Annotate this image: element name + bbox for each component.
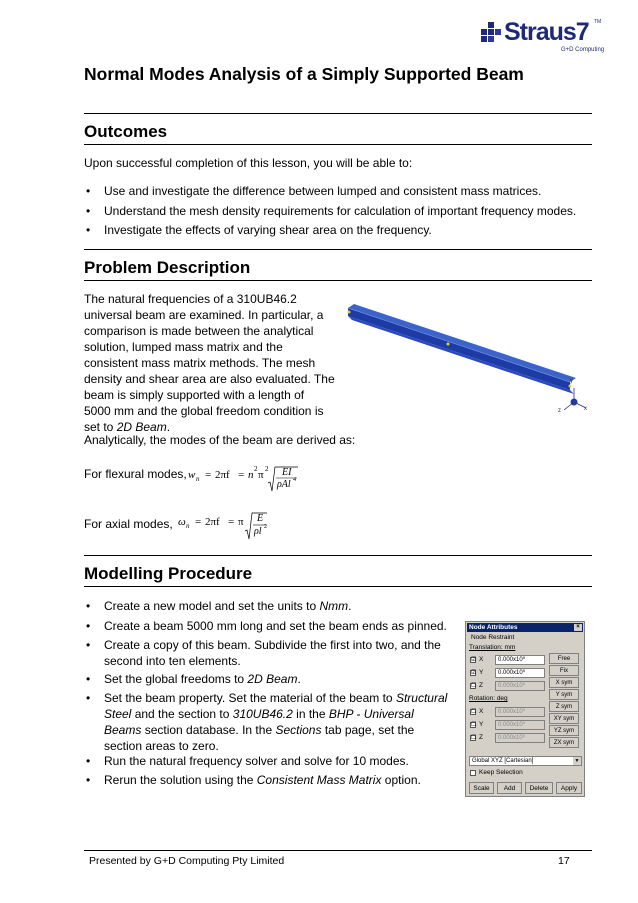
rx-input[interactable]: 0.000x10⁰: [495, 707, 545, 717]
outcomes-heading: Outcomes: [84, 122, 168, 141]
logo-sub: G+D Computing: [561, 47, 605, 53]
coordinate-system-select[interactable]: Global XYZ [Cartesian] ▼: [469, 756, 582, 766]
xy-sym-button[interactable]: XY sym: [549, 713, 579, 724]
axis-x-label: x: [584, 406, 587, 412]
x-sym-button[interactable]: X sym: [549, 677, 579, 688]
axis-label: X: [479, 708, 484, 715]
divider: [84, 586, 592, 587]
keep-selection-checkbox[interactable]: [470, 770, 476, 776]
checkbox-ty[interactable]: ☑: [471, 670, 477, 676]
ry-input[interactable]: 0.000x10⁰: [495, 720, 545, 730]
rotation-label: Rotation: deg: [469, 695, 508, 702]
add-button[interactable]: Add: [497, 782, 522, 794]
scale-button[interactable]: Scale: [469, 782, 494, 794]
axial-label: For axial modes,: [84, 517, 173, 531]
translation-label: Translation: mm: [469, 644, 516, 651]
apply-button[interactable]: Apply: [556, 782, 582, 794]
checkbox-rz[interactable]: ☐: [471, 735, 477, 741]
checkbox-tx[interactable]: ☑: [471, 657, 477, 663]
tx-input[interactable]: 0.000x10⁰: [495, 655, 545, 665]
checkbox-ry[interactable]: ☐: [471, 722, 477, 728]
axis-z-label: z: [558, 408, 561, 414]
checkbox-tz[interactable]: ☐: [471, 683, 477, 689]
axis-label: Y: [479, 669, 484, 676]
beam-model-image: [344, 298, 594, 423]
flexural-equation: w n = 2πf = n 2 π 2 EI ρAl 4: [188, 465, 296, 490]
footer-text: Presented by G+D Computing Pty Limited: [89, 855, 285, 867]
divider: [84, 249, 592, 250]
z-sym-button[interactable]: Z sym: [549, 701, 579, 712]
y-sym-button[interactable]: Y sym: [549, 689, 579, 700]
axis-y-label: y: [570, 378, 573, 384]
tz-input[interactable]: 0.000x10⁰: [495, 681, 545, 691]
logo-brand: Straus7: [504, 18, 589, 46]
page-title: Normal Modes Analysis of a Simply Supported Beam: [84, 64, 524, 84]
axial-equation: ω n = 2πf = π E ρl 2: [178, 513, 267, 537]
keep-selection-label: Keep Selection: [479, 769, 523, 776]
zx-sym-button[interactable]: ZX sym: [549, 737, 579, 748]
node-attributes-dialog: [465, 621, 585, 797]
straus7-logo: [478, 18, 608, 58]
footer-divider: [84, 850, 592, 851]
ty-input[interactable]: 0.000x10⁰: [495, 668, 545, 678]
outcomes-intro: Upon successful completion of this lesson, you will be able to:: [84, 156, 413, 170]
axis-label: X: [479, 656, 484, 663]
divider: [84, 113, 592, 114]
axis-label: Z: [479, 682, 483, 689]
chevron-down-icon[interactable]: ▼: [574, 758, 580, 764]
divider: [84, 144, 592, 145]
page-number: 17: [558, 855, 570, 867]
close-icon[interactable]: ×: [574, 624, 582, 631]
divider: [84, 555, 592, 556]
checkbox-rx[interactable]: ☐: [471, 709, 477, 715]
logo-tm: TM: [594, 19, 602, 25]
problem-paragraph: The natural frequencies of a 310UB46.2 universal beam are examined. In particular, a comparison is made between the analytical solution, lumped mass matrix and the consistent mass matrix methods. The mesh density and shear area are also evaluated. The beam is simply supported with a length of 5000 mm and the global freedom condition is set to 2D Beam.: [84, 292, 335, 434]
delete-button[interactable]: Delete: [525, 782, 553, 794]
problem-heading: Problem Description: [84, 258, 251, 277]
axis-label: Z: [479, 734, 483, 741]
dialog-titlebar: Node Attributes ×: [467, 623, 583, 632]
free-button[interactable]: Free: [549, 653, 579, 664]
rz-input[interactable]: 0.000x10⁰: [495, 733, 545, 743]
axis-label: Y: [479, 721, 484, 728]
analytic-intro: Analytically, the modes of the beam are derived as:: [84, 433, 356, 447]
divider: [84, 280, 592, 281]
fix-button[interactable]: Fix: [549, 665, 579, 676]
flexural-label: For flexural modes,: [84, 467, 187, 481]
tab-node-restraint[interactable]: Node Restraint: [471, 634, 515, 641]
modelling-heading: Modelling Procedure: [84, 564, 253, 583]
yz-sym-button[interactable]: YZ sym: [549, 725, 579, 736]
